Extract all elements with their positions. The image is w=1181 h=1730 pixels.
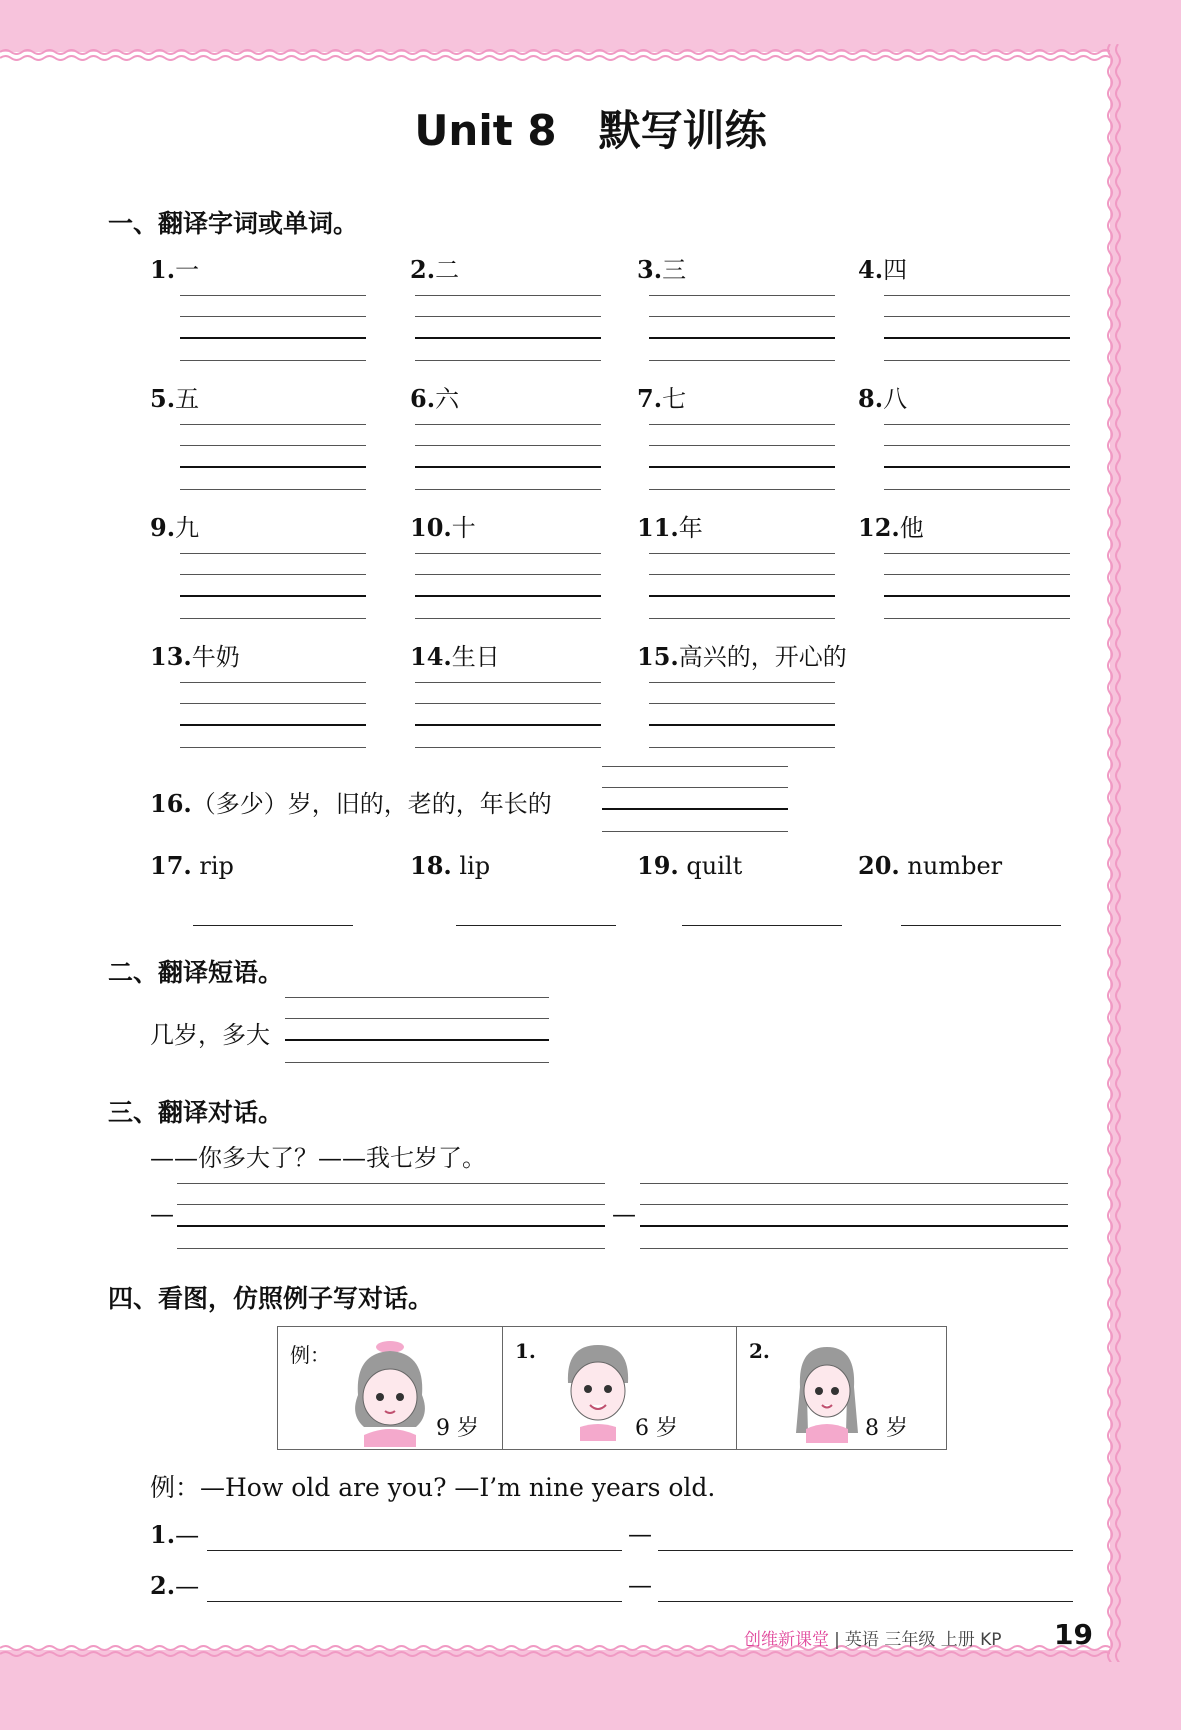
answer-lines[interactable]	[415, 295, 601, 362]
item-1	[150, 250, 199, 285]
answer-lines[interactable]	[177, 1183, 605, 1250]
item-text: 生日	[451, 643, 500, 671]
section-4-heading: 四、看图，仿照例子写对话。	[108, 1284, 434, 1313]
item-number: 7.	[637, 384, 663, 413]
item-text: 七	[662, 385, 687, 413]
section-1-heading: 一、翻译字词或单词。	[108, 209, 359, 238]
age-label: 9 岁	[436, 1416, 479, 1441]
answer-line[interactable]	[658, 1601, 1073, 1602]
phrase: 几岁，多大	[150, 1021, 270, 1049]
cell-label: 1.	[515, 1339, 536, 1363]
answer-line[interactable]	[682, 925, 842, 926]
item-number: 11.	[637, 513, 679, 542]
answer-lines[interactable]	[415, 553, 601, 620]
item-6	[410, 379, 459, 414]
item-12	[858, 508, 924, 543]
page-number: 19	[1054, 1618, 1093, 1651]
boy-face-icon	[558, 1337, 638, 1445]
answer-lines[interactable]	[415, 682, 601, 749]
item-text: 他	[899, 514, 924, 542]
section-3-heading: 三、翻译对话。	[108, 1098, 284, 1127]
item-number: 8.	[858, 384, 884, 413]
answer-line[interactable]	[456, 925, 616, 926]
item-text: quilt	[686, 852, 743, 880]
answer-line[interactable]	[207, 1601, 622, 1602]
item-number: 12.	[858, 513, 900, 542]
answer-lines[interactable]	[285, 997, 549, 1064]
item-text: number	[907, 852, 1003, 880]
dash: —	[612, 1200, 636, 1228]
example-dialogue: 例：—How old are you? —I’m nine years old.	[150, 1473, 716, 1502]
item-text: 三	[662, 256, 687, 284]
answer-line[interactable]	[207, 1550, 622, 1551]
dash: —	[628, 1520, 652, 1548]
item-16	[150, 784, 552, 819]
item-4	[858, 250, 907, 285]
item-7	[637, 379, 686, 414]
item-20	[858, 851, 1002, 880]
item-text: 五	[175, 385, 200, 413]
item-3	[637, 250, 686, 285]
item-text: rip	[199, 852, 234, 880]
item-number: 4.	[858, 255, 884, 284]
item-text: 一	[175, 256, 200, 284]
cell-label: 2.	[749, 1339, 770, 1363]
answer-lines[interactable]	[649, 682, 835, 749]
answer-lines[interactable]	[180, 682, 366, 749]
dash: —	[150, 1200, 174, 1228]
section-2-heading: 二、翻译短语。	[108, 958, 284, 987]
item-text: 二	[435, 256, 460, 284]
item-text: 八	[883, 385, 908, 413]
item-text: 四	[883, 256, 908, 284]
item-19	[637, 851, 742, 880]
answer-lines[interactable]	[415, 424, 601, 491]
wavy-border-right	[1098, 44, 1132, 1662]
item-13	[150, 637, 240, 672]
answer-lines[interactable]	[649, 553, 835, 620]
item-number: 18.	[410, 851, 452, 880]
item-text: 牛奶	[191, 643, 240, 671]
picture-table	[277, 1326, 947, 1450]
item-number: 13.	[150, 642, 192, 671]
cell-label: 例：	[290, 1343, 330, 1367]
answer-line[interactable]	[193, 925, 353, 926]
wavy-border-top	[0, 44, 1110, 66]
girl-braids-icon	[792, 1337, 862, 1445]
dash: —	[175, 1572, 200, 1600]
item-10	[410, 508, 476, 543]
picture-cell-2	[737, 1327, 946, 1449]
picture-cell-example	[278, 1327, 503, 1449]
answer-lines[interactable]	[180, 553, 366, 620]
item-number: 6.	[410, 384, 436, 413]
answer-lines[interactable]	[884, 553, 1070, 620]
answer-lines[interactable]	[180, 424, 366, 491]
answer-line[interactable]	[658, 1550, 1073, 1551]
age-label: 6 岁	[635, 1416, 678, 1441]
item-17	[150, 851, 234, 880]
item-number: 16.	[150, 789, 192, 818]
answer-2	[150, 1571, 199, 1600]
page-title: Unit 8 默写训练	[414, 106, 767, 155]
dialogue-prompt: ——你多大了？——我七岁了。	[150, 1144, 486, 1172]
picture-cell-1	[503, 1327, 737, 1449]
item-8	[858, 379, 907, 414]
answer-lines[interactable]	[884, 295, 1070, 362]
item-text: 六	[435, 385, 460, 413]
answer-lines[interactable]	[884, 424, 1070, 491]
item-text: lip	[459, 852, 491, 880]
item-number: 1.	[150, 255, 176, 284]
item-text: （多少）岁，旧的，老的，年长的	[191, 790, 552, 818]
item-text: 九	[175, 514, 200, 542]
item-number: 2.	[150, 1571, 176, 1600]
item-number: 3.	[637, 255, 663, 284]
answer-lines[interactable]	[640, 1183, 1068, 1250]
answer-lines[interactable]	[649, 295, 835, 362]
item-number: 15.	[637, 642, 679, 671]
answer-lines[interactable]	[602, 766, 788, 833]
dash: —	[628, 1571, 652, 1599]
item-text: 年	[678, 514, 703, 542]
footer-brand: 创维新课堂	[744, 1630, 829, 1650]
item-number: 14.	[410, 642, 452, 671]
item-number: 1.	[150, 1520, 176, 1549]
item-number: 5.	[150, 384, 176, 413]
footer-book-info: 英语 三年级 上册 KP	[844, 1630, 1002, 1650]
item-18	[410, 851, 490, 880]
item-number: 17.	[150, 851, 192, 880]
item-14	[410, 637, 500, 672]
answer-line[interactable]	[901, 925, 1061, 926]
age-label: 8 岁	[865, 1416, 908, 1441]
item-number: 10.	[410, 513, 452, 542]
footer-separator: |	[834, 1630, 840, 1650]
item-number: 20.	[858, 851, 900, 880]
answer-1	[150, 1520, 199, 1549]
dash: —	[175, 1521, 200, 1549]
item-2	[410, 250, 459, 285]
answer-lines[interactable]	[180, 295, 366, 362]
item-text: 十	[451, 514, 476, 542]
item-number: 19.	[637, 851, 679, 880]
item-number: 2.	[410, 255, 436, 284]
item-9	[150, 508, 199, 543]
footer	[744, 1625, 1002, 1650]
answer-lines[interactable]	[649, 424, 835, 491]
item-text: 高兴的，开心的	[678, 643, 847, 671]
item-number: 9.	[150, 513, 176, 542]
girl-face-icon	[350, 1335, 430, 1447]
item-5	[150, 379, 199, 414]
item-15	[637, 637, 847, 672]
item-11	[637, 508, 703, 543]
